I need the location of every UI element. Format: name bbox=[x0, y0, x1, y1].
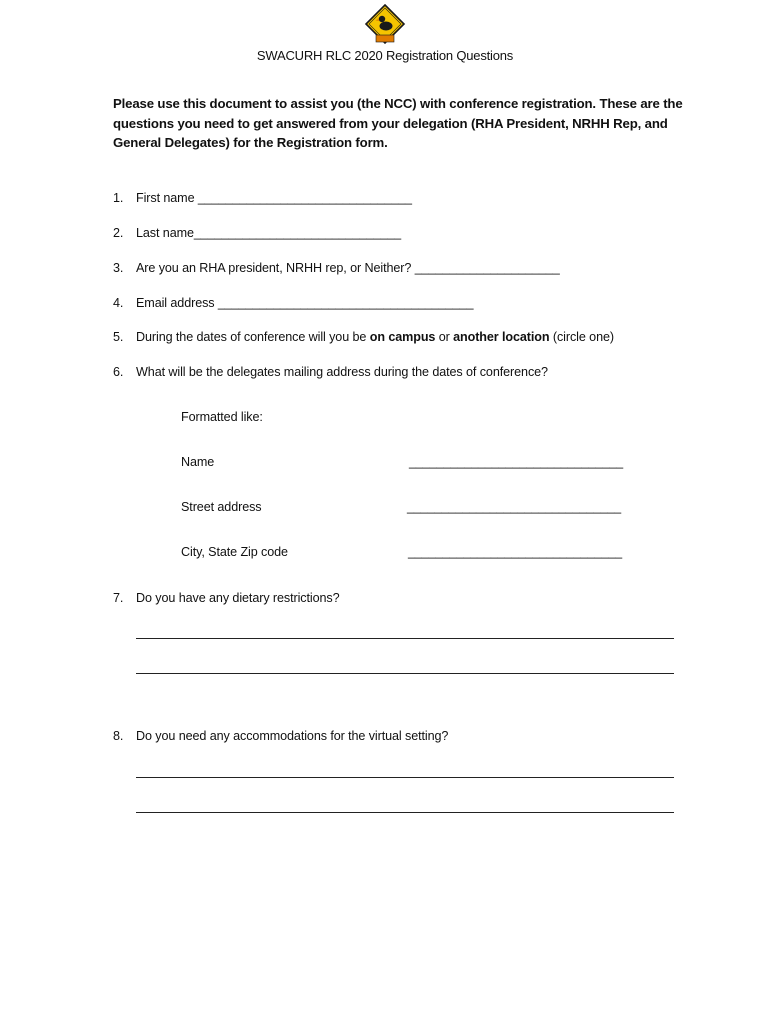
question-3 bbox=[113, 260, 560, 277]
question-4 bbox=[113, 295, 473, 312]
question-number: 8. bbox=[113, 729, 124, 743]
intro-paragraph: Please use this document to assist you (the NCC) with conference registration. These are the questions you need to get answered from your delegation (RHA President, NRHH Rep, and General Delegates) for the Registration form. bbox=[113, 96, 683, 150]
swacurh-logo-icon bbox=[364, 4, 406, 46]
email-blank[interactable]: _____________________________________ bbox=[217, 296, 474, 310]
option-on-campus[interactable]: on campus bbox=[369, 330, 436, 344]
question-text: Last name bbox=[136, 226, 194, 240]
question-text: (circle one) bbox=[549, 330, 614, 344]
question-text: What will be the delegates mailing address during the dates of conference? bbox=[136, 365, 548, 379]
first-name-blank[interactable]: _______________________________ bbox=[197, 191, 412, 205]
address-name-blank[interactable]: _______________________________ bbox=[409, 455, 624, 469]
question-text: During the dates of conference will you be bbox=[136, 330, 370, 344]
question-text: First name bbox=[136, 191, 198, 205]
question-number: 6. bbox=[113, 365, 124, 379]
question-number: 5. bbox=[113, 330, 124, 344]
last-name-blank[interactable]: ______________________________ bbox=[193, 226, 402, 240]
question-text: or bbox=[435, 330, 454, 344]
question-1 bbox=[113, 190, 412, 207]
question-number: 1. bbox=[113, 191, 124, 205]
question-text: Are you an RHA president, NRHH rep, or Neither? bbox=[136, 261, 415, 275]
option-another-location[interactable]: another location bbox=[453, 330, 550, 344]
question-8 bbox=[113, 728, 448, 745]
address-street-blank[interactable]: _______________________________ bbox=[407, 500, 622, 514]
address-street-label: Street address bbox=[181, 500, 262, 514]
question-2 bbox=[113, 225, 401, 242]
document-title: SWACURH RLC 2020 Registration Questions bbox=[256, 48, 514, 63]
question-7 bbox=[113, 590, 340, 607]
question-text: Do you have any dietary restrictions? bbox=[136, 591, 340, 605]
question-number: 3. bbox=[113, 261, 124, 275]
role-blank[interactable]: _____________________ bbox=[414, 261, 560, 275]
accommodations-answer-line-2[interactable] bbox=[136, 812, 674, 813]
question-number: 7. bbox=[113, 591, 124, 605]
question-6 bbox=[113, 364, 548, 381]
address-city-blank[interactable]: _______________________________ bbox=[408, 545, 623, 559]
dietary-answer-line-2[interactable] bbox=[136, 673, 674, 674]
question-number: 4. bbox=[113, 296, 124, 310]
address-city-label: City, State Zip code bbox=[181, 545, 288, 559]
question-5 bbox=[113, 329, 614, 346]
question-number: 2. bbox=[113, 226, 124, 240]
address-format-heading: Formatted like: bbox=[181, 410, 263, 424]
address-name-label: Name bbox=[181, 455, 215, 469]
question-text: Email address bbox=[136, 296, 218, 310]
accommodations-answer-line-1[interactable] bbox=[136, 777, 674, 778]
question-text: Do you need any accommodations for the virtual setting? bbox=[136, 729, 449, 743]
dietary-answer-line-1[interactable] bbox=[136, 638, 674, 639]
